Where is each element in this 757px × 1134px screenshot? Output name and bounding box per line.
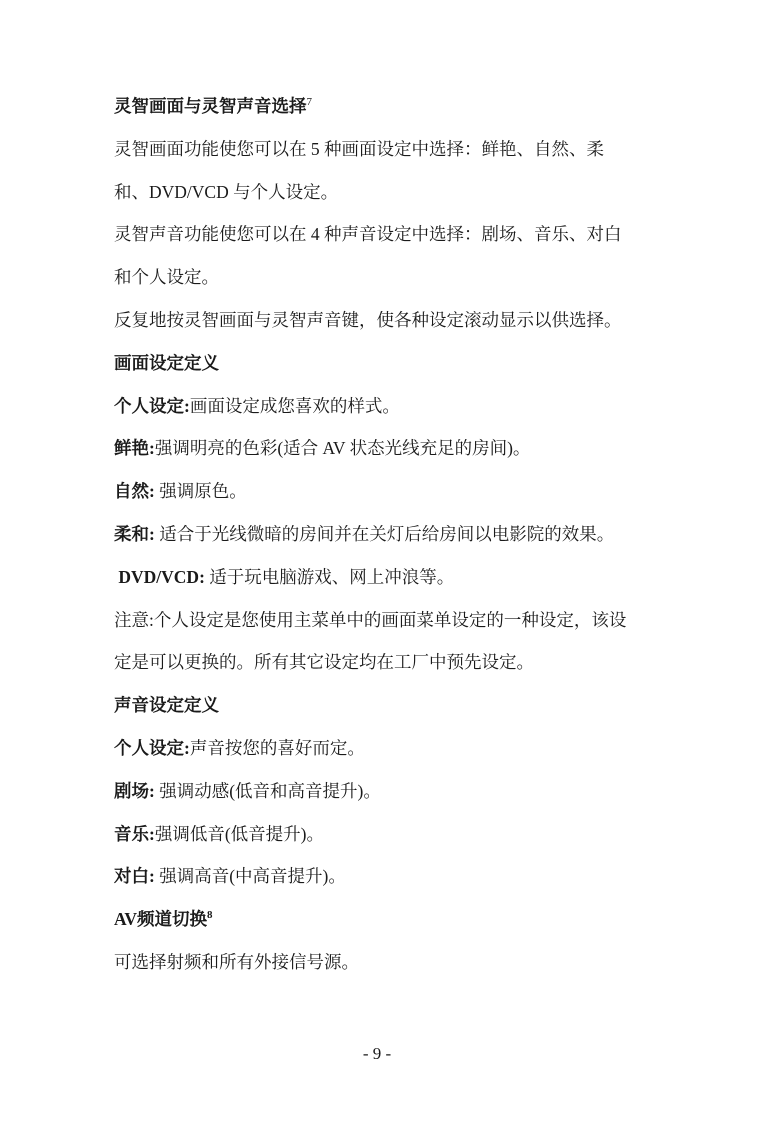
- body-text: 和个人设定。: [114, 267, 219, 288]
- body-text: 强调明亮的色彩(适合 AV 状态光线充足的房间)。: [154, 438, 531, 459]
- text-line: [114, 641, 640, 684]
- text-line: [114, 556, 640, 599]
- text-line: [114, 256, 640, 299]
- footnote-reference: 8: [207, 909, 213, 922]
- document-body: [114, 85, 640, 984]
- body-text: 强调低音(低音提升)。: [154, 823, 324, 844]
- definition-label: 灵智画面与灵智声音选择: [114, 96, 307, 116]
- text-line: [114, 427, 640, 470]
- body-text: 和、DVD/VCD 与个人设定。: [114, 181, 339, 202]
- text-line: [114, 299, 640, 342]
- definition-label: DVD/VCD:: [114, 566, 205, 587]
- definition-label: 自然:: [114, 481, 155, 502]
- body-text: 画面设定成您喜欢的样式。: [189, 395, 400, 416]
- text-line: [114, 385, 640, 428]
- text-line: [114, 898, 640, 941]
- body-text: 强调高音(中高音提升)。: [154, 866, 346, 887]
- text-line: [114, 85, 640, 128]
- text-line: [114, 813, 640, 856]
- definition-label: 个人设定:: [114, 395, 190, 416]
- body-text: 强调动感(低音和高音提升)。: [154, 780, 381, 801]
- definition-label: 剧场:: [114, 780, 155, 801]
- text-line: [114, 171, 640, 214]
- body-text: 反复地按灵智画面与灵智声音键，使各种设定滚动显示以供选择。: [114, 309, 622, 330]
- text-line: [114, 941, 640, 984]
- body-text: 可选择射频和所有外接信号源。: [114, 951, 359, 972]
- definition-label: 声音设定定义: [114, 695, 219, 716]
- definition-label: 画面设定定义: [114, 352, 219, 373]
- page-footer: [114, 1042, 640, 1066]
- text-line: [114, 855, 640, 898]
- body-text: 定是可以更换的。所有其它设定均在工厂中预先设定。: [114, 652, 534, 673]
- text-line: [114, 128, 640, 171]
- text-line: [114, 684, 640, 727]
- definition-label: 对白:: [114, 866, 155, 887]
- definition-label: AV频道切换: [114, 909, 208, 930]
- body-text: 强调原色。: [154, 481, 247, 502]
- definition-label: 鲜艳:: [114, 438, 155, 459]
- definition-label: 音乐:: [114, 823, 155, 844]
- body-text: 适合于光线微暗的房间并在关灯后给房间以电影院的效果。: [154, 523, 615, 544]
- definition-label: 个人设定:: [114, 737, 190, 758]
- text-line: [114, 470, 640, 513]
- text-line: [114, 513, 640, 556]
- definition-label: 柔和:: [114, 523, 155, 544]
- text-line: [114, 599, 640, 642]
- footnote-reference: 7: [306, 96, 312, 109]
- text-line: [114, 727, 640, 770]
- body-text: 注意:个人设定是您使用主菜单中的画面菜单设定的一种设定，该设: [114, 609, 627, 630]
- page-number: - 9 -: [362, 1044, 392, 1063]
- text-line: [114, 213, 640, 256]
- text-line: [114, 770, 640, 813]
- body-text: 适于玩电脑游戏、网上冲浪等。: [204, 566, 455, 587]
- body-text: 灵智画面功能使您可以在 5 种画面设定中选择：鲜艳、自然、柔: [114, 138, 604, 159]
- body-text: 灵智声音功能使您可以在 4 种声音设定中选择：剧场、音乐、对白: [114, 224, 622, 245]
- body-text: 声音按您的喜好而定。: [189, 737, 365, 758]
- text-line: [114, 342, 640, 385]
